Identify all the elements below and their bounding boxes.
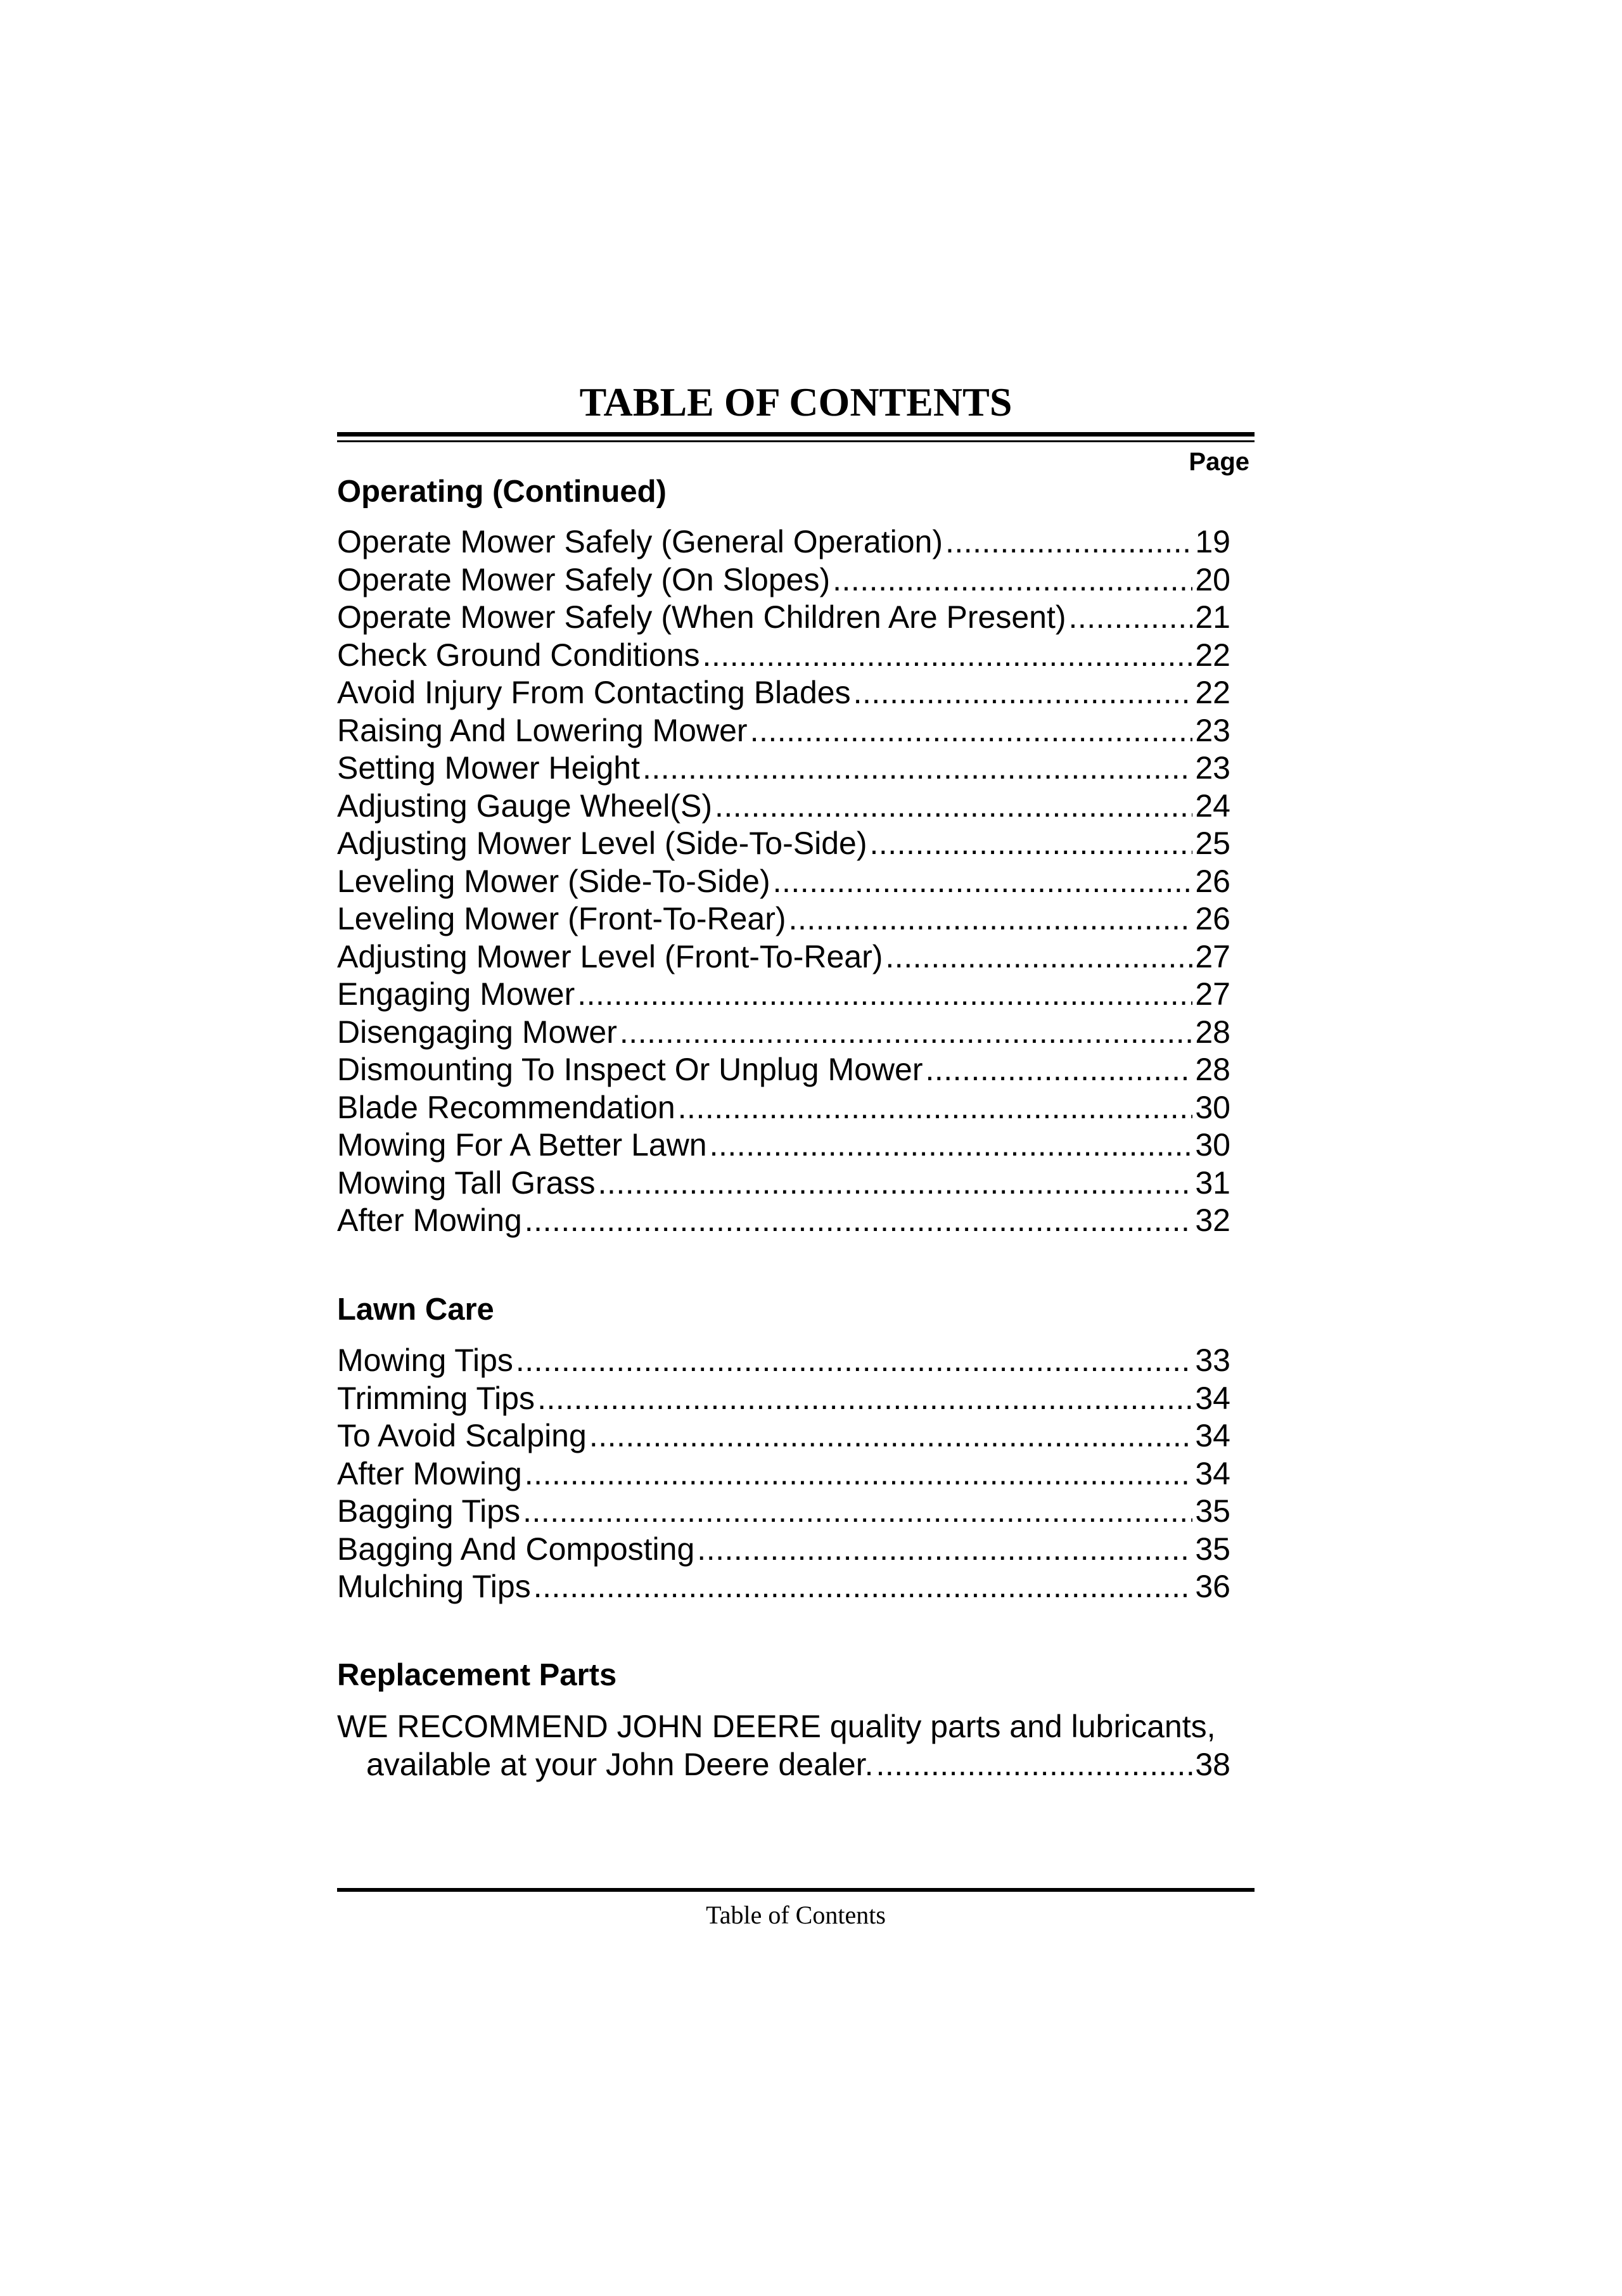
footer-rule [337, 1888, 1255, 1892]
dot-leader [926, 1051, 1193, 1089]
toc-entry[interactable] [337, 1531, 1230, 1569]
toc-entry-page: 21 [1195, 599, 1230, 635]
toc-entry-title: Disengaging Mower [337, 1014, 617, 1050]
toc-entry-title: Adjusting Gauge Wheel(S) [337, 788, 712, 824]
page-column-label: Page [1189, 448, 1249, 476]
toc-entry-title: Dismounting To Inspect Or Unplug Mower [337, 1052, 923, 1087]
toc-entry-page: 27 [1195, 976, 1230, 1012]
toc-entry[interactable] [337, 1164, 1230, 1202]
toc-entry[interactable] [337, 1380, 1230, 1418]
toc-entry-page: 35 [1195, 1493, 1230, 1529]
dot-leader [537, 1380, 1192, 1418]
toc-entry-title: Mowing For A Better Lawn [337, 1127, 707, 1163]
dot-leader [533, 1568, 1193, 1606]
toc-entry-page: 34 [1195, 1418, 1230, 1453]
dot-leader [710, 1126, 1193, 1164]
toc-entry-title: Adjusting Mower Level (Side-To-Side) [337, 826, 867, 861]
toc-entry[interactable] [337, 749, 1230, 788]
toc-entry-title: Setting Mower Height [337, 750, 641, 786]
toc-entry-page: 27 [1195, 938, 1230, 974]
toc-entry-page: 23 [1195, 712, 1230, 748]
toc-entry-title: After Mowing [337, 1455, 522, 1491]
toc-entry-title: Mowing Tips [337, 1343, 513, 1378]
dot-leader [697, 1531, 1192, 1569]
dot-leader [1069, 599, 1193, 637]
toc-entry-page: 26 [1195, 901, 1230, 936]
toc-entry-page: 30 [1195, 1127, 1230, 1163]
toc-entry[interactable] [337, 637, 1230, 675]
toc-entry-title: Trimming Tips [337, 1380, 535, 1416]
dot-leader [525, 1455, 1193, 1493]
toc-entry-page: 22 [1195, 637, 1230, 673]
toc-entry-title: Raising And Lowering Mower [337, 712, 748, 748]
toc-entry-page: 34 [1195, 1455, 1230, 1491]
toc-entry[interactable] [337, 1493, 1230, 1531]
dot-leader [516, 1342, 1192, 1380]
dot-leader [869, 825, 1192, 863]
toc-entry[interactable] [337, 1568, 1230, 1606]
toc-page [337, 0, 1255, 2296]
dot-leader [525, 1202, 1193, 1240]
dot-leader [678, 1089, 1193, 1127]
toc-entry-title: Operate Mower Safely (On Slopes) [337, 561, 831, 597]
toc-list-operating [337, 523, 1230, 1240]
toc-entry[interactable] [337, 1455, 1230, 1493]
toc-entry-title: Adjusting Mower Level (Front-To-Rear) [337, 938, 883, 974]
toc-entry-title: Blade Recommendation [337, 1089, 675, 1125]
toc-entry-page: 33 [1195, 1343, 1230, 1378]
toc-entry-title: Mowing Tall Grass [337, 1164, 596, 1201]
toc-entry-title: Bagging Tips [337, 1493, 521, 1529]
toc-entry-page: 31 [1195, 1164, 1230, 1201]
toc-entry-title: Operate Mower Safely (General Operation) [337, 524, 943, 559]
page-title: TABLE OF CONTENTS [579, 379, 1012, 424]
dot-leader [885, 938, 1192, 976]
toc-entry[interactable] [337, 1342, 1230, 1380]
dot-leader [703, 637, 1193, 675]
toc-entry-title: Bagging And Composting [337, 1531, 695, 1567]
toc-entry[interactable] [337, 561, 1230, 599]
dot-leader [577, 976, 1192, 1014]
toc-entry[interactable] [337, 788, 1230, 826]
toc-entry-page: 38 [1195, 1747, 1230, 1782]
toc-entry-title: available at your John Deere dealer. [366, 1747, 874, 1782]
dot-leader [620, 1014, 1192, 1052]
toc-entry-page: 25 [1195, 826, 1230, 861]
toc-entry[interactable] [337, 599, 1230, 637]
dot-leader [715, 788, 1192, 826]
toc-entry-page: 28 [1195, 1052, 1230, 1087]
toc-entry[interactable] [337, 825, 1230, 863]
dot-leader [853, 674, 1193, 712]
toc-entry[interactable] [337, 1051, 1230, 1089]
toc-entry-title: Operate Mower Safely (When Children Are Present) [337, 599, 1066, 635]
toc-entry-page: 23 [1195, 750, 1230, 786]
toc-entry[interactable] [337, 674, 1230, 712]
toc-entry-page: 34 [1195, 1380, 1230, 1416]
section-heading-operating: Operating (Continued) [337, 475, 667, 509]
toc-entry-title: Leveling Mower (Front-To-Rear) [337, 901, 786, 936]
toc-entry-page: 32 [1195, 1202, 1230, 1238]
toc-entry-replacement-parts[interactable] [337, 1707, 1230, 1783]
toc-entry[interactable] [337, 938, 1230, 976]
toc-entry-page: 28 [1195, 1014, 1230, 1050]
dot-leader [589, 1417, 1193, 1455]
title-rule-thick [337, 432, 1255, 437]
toc-list-lawn-care [337, 1342, 1230, 1606]
toc-entry-title: Mulching Tips [337, 1569, 531, 1604]
dot-leader [523, 1493, 1192, 1531]
toc-entry[interactable] [337, 523, 1230, 561]
toc-entry-title: Engaging Mower [337, 976, 575, 1012]
toc-entry-page: 35 [1195, 1531, 1230, 1567]
toc-entry[interactable] [337, 1417, 1230, 1455]
toc-entry-title: Leveling Mower (Side-To-Side) [337, 863, 770, 899]
toc-entry[interactable] [337, 863, 1230, 901]
toc-entry[interactable] [337, 712, 1230, 750]
title-rule-thin [337, 440, 1255, 442]
toc-entry-page: 26 [1195, 863, 1230, 899]
toc-entry[interactable] [337, 1014, 1230, 1052]
dot-leader [642, 749, 1192, 788]
section-heading-lawn-care: Lawn Care [337, 1292, 494, 1327]
toc-entry[interactable] [337, 976, 1230, 1014]
toc-entry-page: 24 [1195, 788, 1230, 824]
dot-leader [598, 1164, 1193, 1202]
page-footer: Table of Contents [706, 1901, 886, 1929]
toc-entry-title: Avoid Injury From Contacting Blades [337, 675, 851, 710]
dot-leader [833, 561, 1192, 599]
toc-entry[interactable] [337, 1202, 1230, 1240]
toc-entry[interactable] [337, 1089, 1230, 1127]
toc-entry[interactable] [337, 900, 1230, 938]
toc-entry-title: After Mowing [337, 1202, 522, 1238]
toc-entry-line2 [337, 1745, 1230, 1783]
section-heading-replacement-parts: Replacement Parts [337, 1658, 617, 1692]
toc-entry-title: Check Ground Conditions [337, 637, 700, 673]
toc-entry[interactable] [337, 1126, 1230, 1164]
dot-leader [750, 712, 1193, 750]
toc-entry-page: 30 [1195, 1089, 1230, 1125]
dot-leader [773, 863, 1193, 901]
toc-entry-line1: WE RECOMMEND JOHN DEERE quality parts and lubricants, [337, 1709, 1216, 1744]
dot-leader [945, 523, 1192, 561]
toc-entry-page: 19 [1195, 524, 1230, 559]
dot-leader [789, 900, 1193, 938]
toc-entry-page: 20 [1195, 561, 1230, 597]
dot-leader [876, 1745, 1193, 1783]
toc-entry-page: 36 [1195, 1569, 1230, 1604]
toc-entry-page: 22 [1195, 675, 1230, 710]
toc-entry-title: To Avoid Scalping [337, 1418, 587, 1453]
